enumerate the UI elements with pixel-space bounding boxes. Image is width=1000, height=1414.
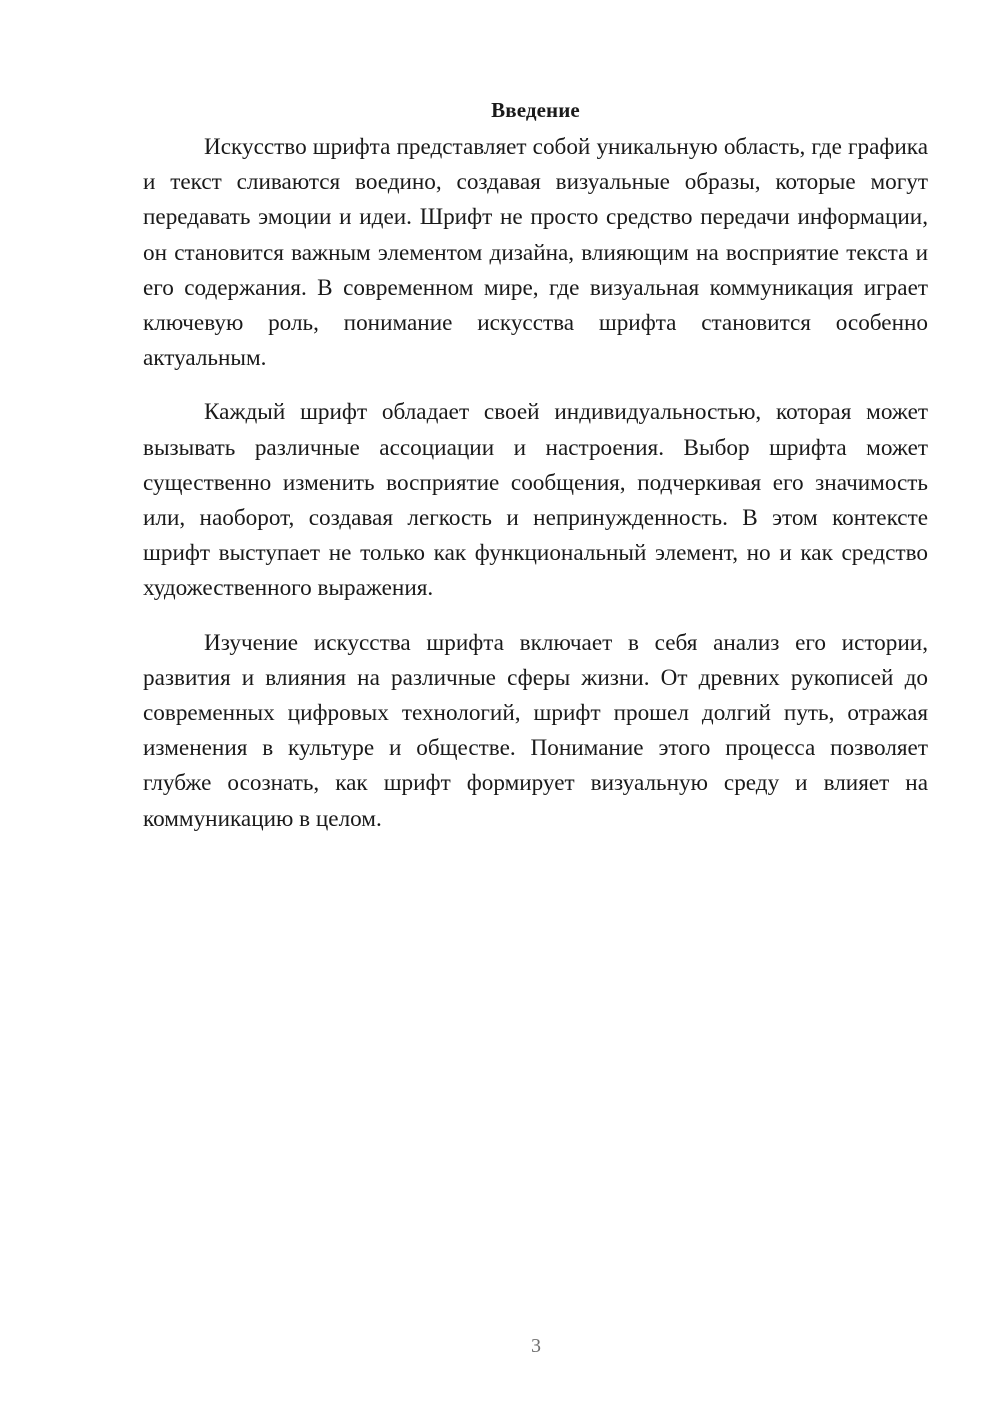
paragraph-1: Искусство шрифта представляет собой уникальную область, где графика и текст сливаются воедино, создавая визуальные образы, которые могут передавать эмоции и идеи. Шрифт не просто средство передачи информации, он становится важным элементом дизайна, влияющим на восприятие текста и его содержания. В современном мире, где визуальная коммуникация играет ключевую роль, понимание искусства шрифта становится особенно актуальным. bbox=[143, 134, 928, 372]
page-content bbox=[143, 92, 928, 856]
section-title: Введение bbox=[491, 98, 580, 122]
paragraph-2: Каждый шрифт обладает своей индивидуальностью, которая может вызывать различные ассоциации и настроения. Выбор шрифта может существенно изменить восприятие сообщения, подчеркивая его значимость или, наоборот, создавая легкость и непринужденность. В этом контексте шрифт выступает не только как функциональный элемент, но и как средство художественного выражения. bbox=[143, 399, 928, 602]
paragraph-3: Изучение искусства шрифта включает в себя анализ его истории, развития и влияния на различные сферы жизни. От древних рукописей до современных цифровых технологий, шрифт прошел долгий путь, отражая изменения в культуре и обществе. Понимание этого процесса позволяет глубже осознать, как шрифт формирует визуальную среду и влияет на коммуникацию в целом. bbox=[143, 629, 928, 832]
page-number: 3 bbox=[531, 1335, 541, 1357]
